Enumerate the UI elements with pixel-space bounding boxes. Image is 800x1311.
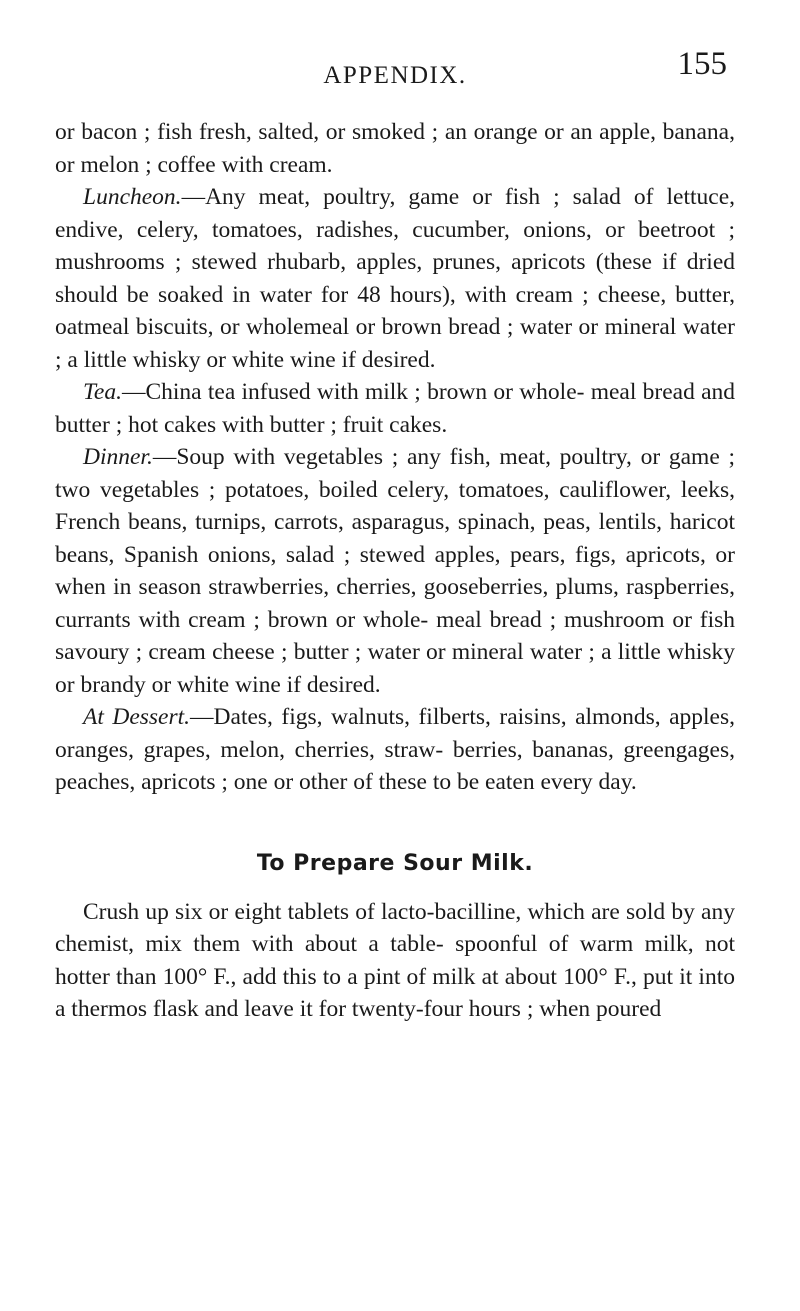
paragraph-sour-milk — [55, 896, 735, 1026]
page-number: 155 — [677, 46, 727, 82]
paragraph-dinner — [55, 441, 735, 701]
paragraph-text: —Dates, figs, walnuts, filberts, raisins, almonds, apples, oranges, grapes, melon, cherries, straw- berries, bananas, greengages, peaches, apricots ; one or other of these to be eaten every day. — [55, 704, 736, 795]
section-heading: To Prepare Sour Milk. — [256, 850, 534, 876]
paragraph-text: —Any meat, poultry, game or fish ; salad of lettuce, endive, celery, tomatoes, radishes, cucumber, onions, or beetroot ; mushrooms ; stewed rhubarb, apples, prunes, apricots (these if dried should be soaked in water for 48 hours), with cream ; cheese, butter, oatmeal biscuits, or wholemeal or brown bread ; water or mineral water ; a little whisky or white wine if desired. — [55, 184, 735, 373]
paragraph-lead: Luncheon. — [83, 184, 182, 210]
paragraph-text: —Soup with vegetables ; any fish, meat, poultry, or game ; two vegetables ; potatoes, boiled celery, tomatoes, cauliflower, leeks, French beans, turnips, carrots, asparagus, spinach, peas, lentils, haricot beans, Spanish onions, salad ; stewed apples, pears, figs, apricots, or when in season strawberries, cherries, gooseberries, plums, raspberries, currants with cream ; brown or whole- meal bread ; mushroom or fish savoury ; cream cheese ; butter ; water or mineral water ; a little whisky or brandy or white wine if desired. — [55, 444, 735, 698]
paragraph-dessert — [55, 701, 735, 799]
paragraph-lead: At Dessert. — [83, 704, 191, 730]
running-title: APPENDIX. — [323, 62, 467, 89]
paragraph-lead: Tea. — [83, 379, 122, 405]
paragraph-text: —China tea infused with milk ; brown or whole- meal bread and butter ; hot cakes with butter ; fruit cakes. — [55, 379, 735, 438]
paragraph-breakfast-continued — [55, 116, 735, 181]
body-text — [55, 116, 735, 799]
running-head — [55, 0, 735, 110]
paragraph-lead: Dinner. — [83, 444, 153, 470]
paragraph-tea — [55, 376, 735, 441]
paragraph-text: or bacon ; fish fresh, salted, or smoked ; an orange or an apple, banana, or melon ; coffee with cream. — [55, 119, 735, 178]
paragraph-text: Crush up six or eight tablets of lacto-bacilline, which are sold by any chemist, mix them with about a table- spoonful of warm milk, not hotter than 100° F., add this to a pint of milk at about 100° F., put it into a thermos flask and leave it for twenty-four hours ; when poured — [55, 898, 735, 1022]
book-page — [55, 0, 735, 1026]
paragraph-luncheon — [55, 181, 735, 376]
